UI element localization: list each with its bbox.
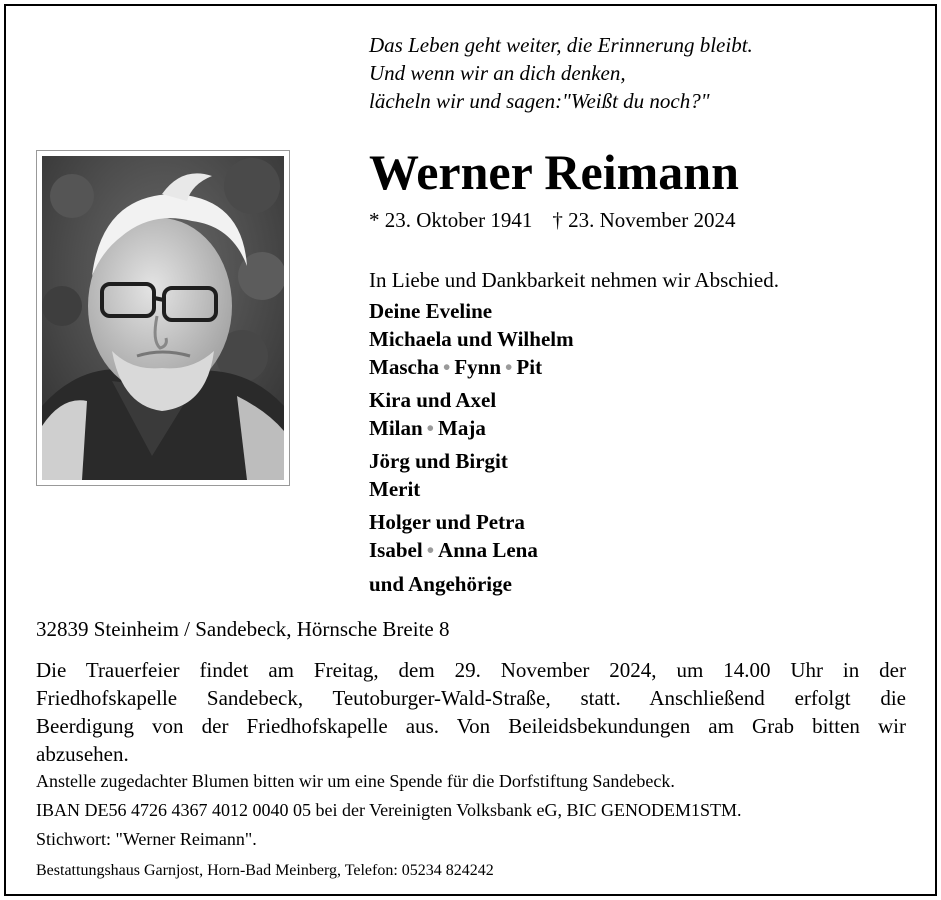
ceremony-line: Die Trauerfeier findet am Freitag, dem 29. November 2024, um 14.00 Uhr in der: [36, 658, 906, 682]
family-member: Anna Lena: [438, 538, 538, 562]
quote-line: Und wenn wir an dich denken,: [369, 61, 626, 85]
family-member: Mascha: [369, 355, 439, 379]
family-line: Deine Eveline: [369, 299, 493, 323]
bullet-separator: •: [505, 355, 513, 379]
life-dates: [369, 206, 735, 234]
funeral-home-footer: Bestattungshaus Garnjost, Horn-Bad Meinberg, Telefon: 05234 824242: [36, 862, 494, 879]
memorial-quote: [369, 31, 753, 115]
quote-line: Das Leben geht weiter, die Erinnerung bleibt.: [369, 33, 753, 57]
ceremony-line: Friedhofskapelle Sandebeck, Teutoburger-Wald-Straße, statt. Anschließend erfolgt die: [36, 686, 906, 710]
family-member: Milan: [369, 416, 423, 440]
bullet-separator: •: [426, 416, 435, 440]
family-line: Kira und Axel: [369, 388, 497, 412]
ceremony-line: abzusehen.: [36, 742, 129, 766]
family-member: Maja: [438, 416, 486, 440]
deceased-name: Werner Reimann: [369, 144, 739, 200]
family-line: und Angehörige: [369, 572, 512, 596]
family-member: Pit: [516, 355, 543, 379]
birth-date: * 23. Oktober 1941: [369, 208, 533, 232]
family-line: Jörg und Birgit: [369, 449, 508, 473]
donation-iban: IBAN DE56 4726 4367 4012 0040 05 bei der Vereinigten Volksbank eG, BIC GENODEM1STM.: [36, 800, 742, 820]
family-line: Holger und Petra: [369, 510, 525, 534]
address: 32839 Steinheim / Sandebeck, Hörnsche Breite 8: [36, 617, 450, 641]
ceremony-notice: [36, 656, 906, 768]
family-line: Merit: [369, 477, 421, 501]
family-member: Fynn: [454, 355, 502, 379]
portrait-photo: [36, 150, 290, 486]
family-line: [369, 353, 542, 381]
portrait-image: [42, 156, 284, 480]
family-member: Isabel: [369, 538, 423, 562]
death-date: † 23. November 2024: [552, 208, 736, 232]
family-line: [369, 536, 538, 564]
ceremony-line: Beerdigung von der Friedhofskapelle aus. Von Beileidsbekundungen am Grab bitten wir: [36, 714, 906, 738]
donation-reference: Stichwort: "Werner Reimann".: [36, 829, 257, 849]
donation-line: Anstelle zugedachter Blumen bitten wir um eine Spende für die Dorfstiftung Sandebeck.: [36, 771, 675, 791]
family-line: Michaela und Wilhelm: [369, 327, 574, 351]
farewell-text: In Liebe und Dankbarkeit nehmen wir Abschied.: [369, 268, 779, 292]
family-line: [369, 414, 486, 442]
bullet-separator: •: [426, 538, 435, 562]
bullet-separator: •: [443, 355, 451, 379]
quote-line: lächeln wir und sagen:"Weißt du noch?": [369, 89, 710, 113]
